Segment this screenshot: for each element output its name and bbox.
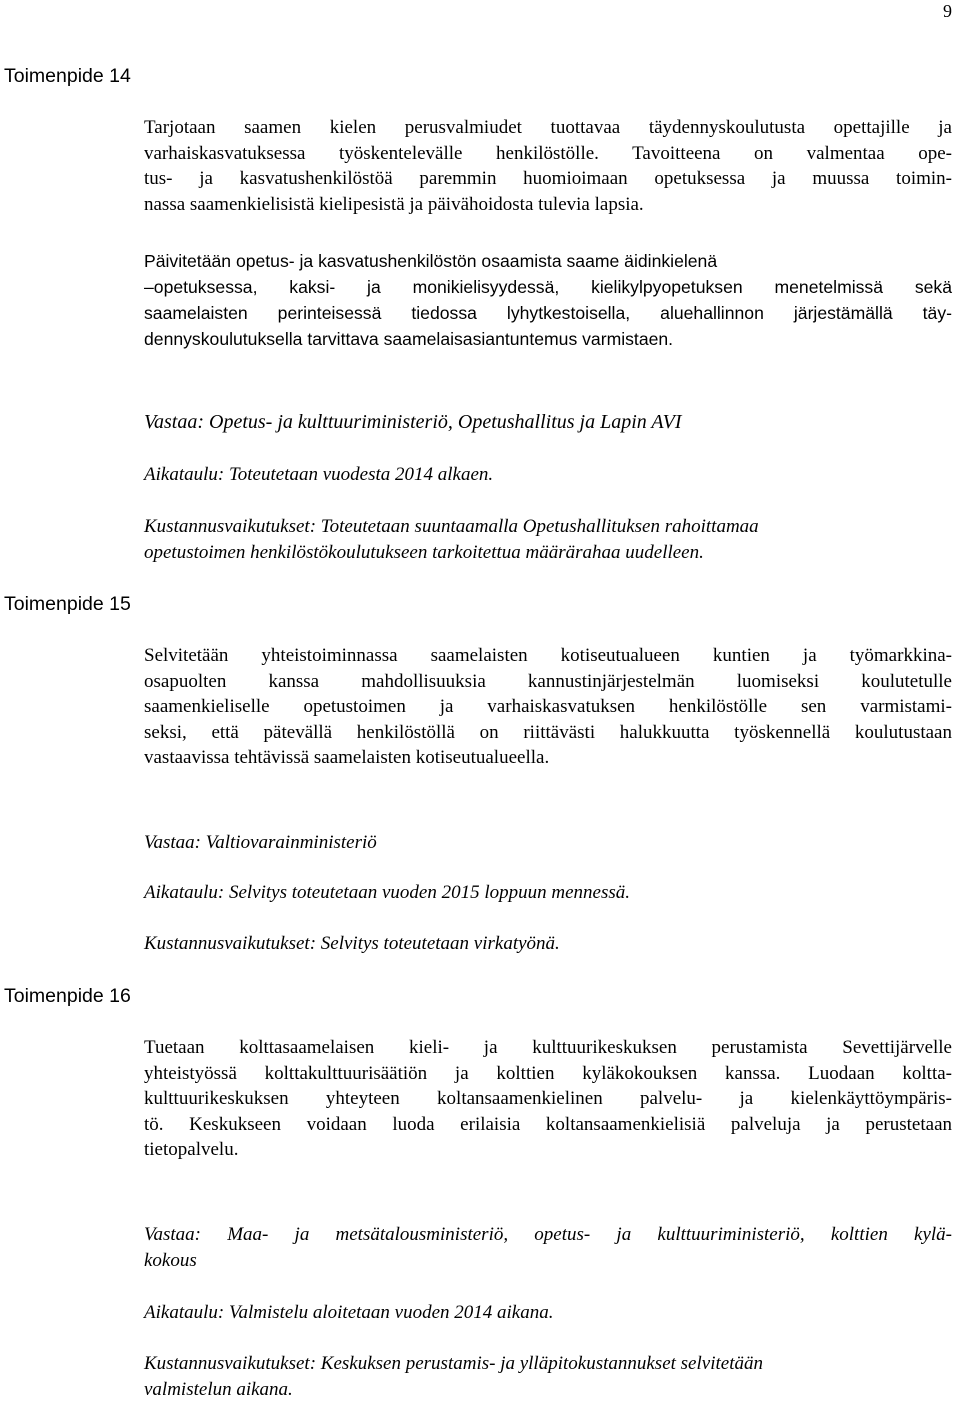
toimenpide-14-heading: Toimenpide 14 xyxy=(4,65,131,87)
text-line: nassa saamenkielisistä kielipesistä ja päivähoidosta tulevia lapsia. xyxy=(144,193,644,215)
text-line: –opetuksessa, kaksi- ja monikielisyydessä, kielikylpyopetuksen menetelmissä sekä xyxy=(144,277,952,297)
text-line: Tarjotaan saamen kielen perusvalmiudet tuottavaa täydennyskoulutusta opettajille ja xyxy=(144,117,952,138)
toimenpide-14-kustannusvaikutukset xyxy=(144,514,952,565)
text-line: Kustannusvaikutukset: Toteutetaan suuntaamalla Opetushallituksen rahoittamaa xyxy=(144,516,759,537)
text-line: saamelaisten perinteisessä tiedossa lyhytkestoisella, aluehallinnon järjestämällä täy- xyxy=(144,303,952,323)
text-line: kokous xyxy=(144,1249,197,1271)
text-line: tus- ja kasvatushenkilöstöä paremmin huomioimaan opetuksessa ja muussa toimin- xyxy=(144,168,952,189)
toimenpide-16-heading: Toimenpide 16 xyxy=(4,985,131,1007)
text-line: Vastaa: Maa- ja metsätalousministeriö, opetus- ja kulttuuriministeriö, kolttien kylä- xyxy=(144,1224,952,1245)
toimenpide-14-paragraph-1 xyxy=(144,115,952,217)
toimenpide-15-vastaa: Vastaa: Valtiovarainministeriö xyxy=(144,832,377,853)
text-line: vastaavissa tehtävissä saamelaisten kotiseutualueella. xyxy=(144,747,550,768)
text-line: tö. Keskukseen voidaan luoda erilaisia koltansaamenkielisiä palveluja ja perustetaan xyxy=(144,1113,952,1135)
toimenpide-16-kustannusvaikutukset xyxy=(144,1351,952,1402)
text-line: dennyskoulutuksella tarvittava saamelaisasiantuntemus varmistaen. xyxy=(144,329,674,349)
toimenpide-16-paragraph-1 xyxy=(144,1035,952,1163)
toimenpide-16-vastaa xyxy=(144,1222,952,1273)
text-line: varhaiskasvatuksessa työskentelevälle henkilöstölle. Tavoitteena on valmentaa ope- xyxy=(144,142,952,164)
toimenpide-16-aikataulu: Aikataulu: Valmistelu aloitetaan vuoden 2014 aikana. xyxy=(144,1302,554,1323)
toimenpide-14-paragraph-2 xyxy=(144,248,952,352)
toimenpide-14-vastaa: Vastaa: Opetus- ja kulttuuriministeriö, Opetushallitus ja Lapin AVI xyxy=(144,411,682,433)
text-line: tietopalvelu. xyxy=(144,1139,239,1160)
text-line: kulttuurikeskuksen yhteyteen koltansaamenkielinen palvelu- ja kielenkäyttöympäris- xyxy=(144,1088,952,1109)
text-line: saamenkieliselle opetustoimen ja varhaiskasvatuksen henkilöstölle sen varmistami- xyxy=(144,696,952,717)
text-line: osapuolten kanssa mahdollisuuksia kannustinjärjestelmän luomiseksi koulutetulle xyxy=(144,670,952,692)
text-line: Selvitetään yhteistoiminnassa saamelaisten kotiseutualueen kuntien ja työmarkkina- xyxy=(144,645,952,666)
text-line: Tuetaan kolttasaamelaisen kieli- ja kulttuurikeskuksen perustamista Sevettijärvelle xyxy=(144,1037,952,1058)
toimenpide-14-aikataulu: Aikataulu: Toteutetaan vuodesta 2014 alkaen. xyxy=(144,464,494,485)
text-line: Kustannusvaikutukset: Keskuksen perustamis- ja ylläpitokustannukset selvitetään xyxy=(144,1353,763,1374)
toimenpide-15-aikataulu: Aikataulu: Selvitys toteutetaan vuoden 2015 loppuun mennessä. xyxy=(144,882,630,903)
text-line: yhteistyössä kolttakulttuurisäätiön ja kolttien kyläkokouksen kanssa. Luodaan koltta- xyxy=(144,1062,952,1084)
text-line: opetustoimen henkilöstökoulutukseen tarkoitettua määrärahaa uudelleen. xyxy=(144,541,704,563)
text-line: seksi, että pätevällä henkilöstöllä on riittävästi halukkuutta työskennellä koulutustaan xyxy=(144,721,952,743)
text-line: valmistelun aikana. xyxy=(144,1378,293,1400)
toimenpide-15-paragraph-1 xyxy=(144,643,952,771)
toimenpide-15-heading: Toimenpide 15 xyxy=(4,593,131,615)
page-number: 9 xyxy=(943,1,952,21)
text-line: Päivitetään opetus- ja kasvatushenkilöstön osaamista saame äidinkielenä xyxy=(144,251,718,271)
toimenpide-15-kustannusvaikutukset: Kustannusvaikutukset: Selvitys toteutetaan virkatyönä. xyxy=(144,933,560,954)
